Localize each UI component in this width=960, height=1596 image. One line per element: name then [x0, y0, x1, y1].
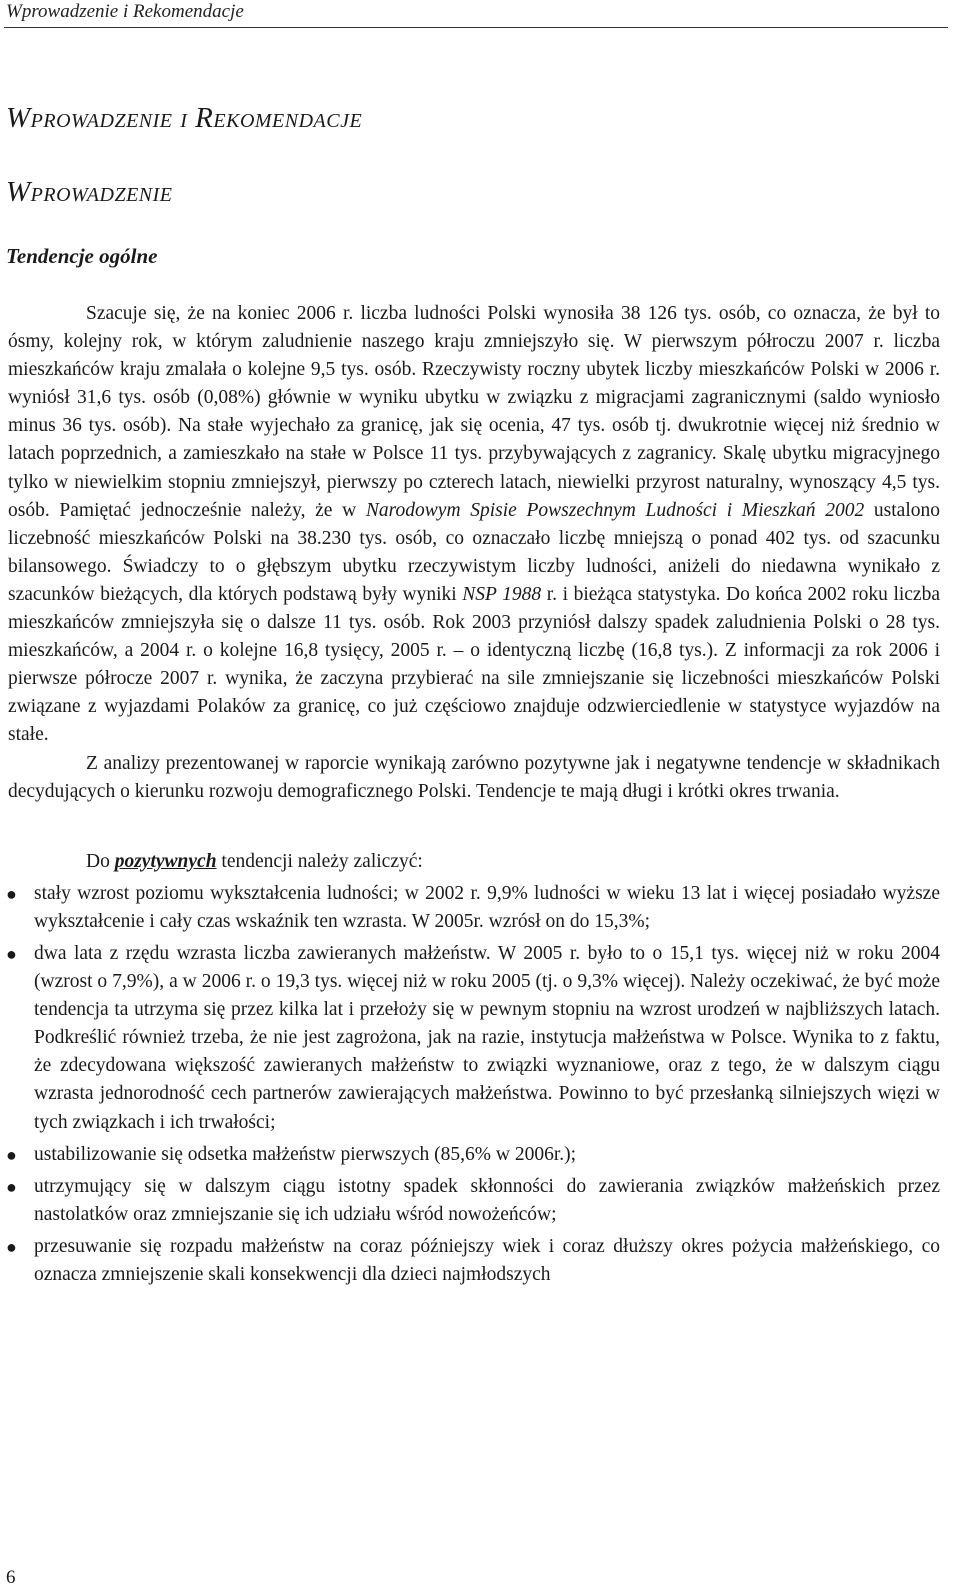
body-text — [8, 300, 940, 1289]
paragraph-analysis: Z analizy prezentowanej w raporcie wynikają zarówno pozytywne jak i negatywne tendencje w składnikach decydujących o kierunku rozwoju demograficznego Polski. Tendencje te mają długi i krótki okres trwania. — [8, 752, 940, 802]
list-item-text: ustabilizowanie się odsetka małżeństw pierwszych (85,6% w 2006r.); — [34, 1143, 577, 1165]
bullet-icon: ● — [6, 1144, 17, 1165]
paragraph-text: r. i bieżąca statystyka. Do końca 2002 roku liczba mieszkańców zmniejszyła się o dalsze 11 tys. osób. Rok 2003 przyniósł dalszy spadek zaludnienia Polski o 28 tys. mieszkańców, a 2004 r. o kolejne 16,8 tysięcy, 2005 r. – o identyczną liczbę (16,8 tys.). Z informacji za rok 2006 i pierwsze półrocze 2007 r. wynika, że zaczyna przybierać na sile zmniejszanie się liczebności mieszkańców Polski związane z wyjazdami Polaków za granicę, co już częściowo znajduje odzwierciedlenie w statystyce wyjazdów na stałe. — [8, 583, 940, 746]
paragraph-population-trends — [8, 300, 940, 750]
list-item — [8, 1173, 940, 1229]
list-item — [8, 940, 940, 1137]
list-item — [8, 1141, 940, 1169]
list-item-text: dwa lata z rzędu wzrasta liczba zawieranych małżeństw. W 2005 r. było to o 15,1 tys. więcej niż w roku 2004 (wzrost o 7,9%), a w 2006 r. o 19,3 tys. więcej niż w roku 2005 (tj. o 9,3% więcej). Należy oczekiwać, że być może tendencja ta utrzyma się przez kilka lat i przełoży się w pewnym stopniu na wzrost urodzeń w najbliższych latach. Podkreślić również trzeba, że nie jest zagrożona, jak na razie, instytucja małżeństwa w Polsce. Wynika to z faktu, że zdecydowana większość zawieranych małżeństw to związki wyznaniowe, oraz z tego, że w dalszym ciągu wzrasta jednorodność cech partnerów zawierających małżeństwa. Powinno to być przesłanką silniejszych więzi w tych związkach i ich trwałości; — [34, 942, 940, 1133]
list-item-text: przesuwanie się rozpadu małżeństw na coraz późniejszy wiek i coraz dłuższy okres pożycia małżeńskiego, co oznacza zmniejszenie skali konsekwencji dla dzieci najmłodszych — [34, 1235, 940, 1285]
list-item — [8, 880, 940, 936]
list-item-text: utrzymujący się w dalszym ciągu istotny spadek skłonności do zawierania związków małżeńskich przez nastolatków oraz zmniejszanie się ich udziału wśród nowożeńców; — [34, 1175, 940, 1225]
page-number: 6 — [6, 1567, 16, 1588]
intro-text: Do — [86, 850, 115, 872]
subsection-heading: Tendencje ogólne — [6, 244, 158, 268]
bullet-icon: ● — [6, 1176, 17, 1197]
positive-trends-list — [8, 880, 940, 1289]
bullet-icon: ● — [6, 883, 17, 904]
header-divider — [4, 27, 948, 28]
intro-emphasis: pozytywnych — [114, 850, 217, 872]
paragraph-text: Szacuje się, że na koniec 2006 r. liczba ludności Polski wynosiła 38 126 tys. osób, co oznacza, że był to ósmy, kolejny rok, w którym zaludnienie naszego kraju zmniejszyło się. W pierwszym półroczu 2007 r. liczba mieszkańców kraju zmalała o kolejne 9,5 tys. osób. Rzeczywisty roczny ubytek liczby mieszkańców Polski w 2006 r. wyniósł 31,6 tys. osób (0,08%) głównie w wyniku ubytku w związku z migracjami zagranicznymi (saldo wyniosło minus 36 tys. osób). Na stałe wyjechało za granicę, jak się ocenia, 47 tys. osób tj. dwukrotnie więcej niż średnio w latach poprzednich, a zamieszkało na stałe w Polsce 11 tys. przybywających z zagranicy. Skalę ubytku migracyjnego tylko w niewielkim stopniu zmniejszył, pierwszy po czterech latach, niewielki przyrost naturalny, wynoszący 4,5 tys. osób. Pamiętać jednocześnie należy, że w — [8, 303, 940, 521]
census-title: Narodowym Spisie Powszechnym Ludności i Mieszkań 2002 — [365, 499, 865, 521]
section-heading: Wprowadzenie — [6, 176, 173, 208]
bullet-icon: ● — [6, 943, 17, 964]
paragraph-text: ustalono liczebność mieszkańców Polski na 38.230 tys. osób, co oznaczało liczbę mniejszą o ponad 402 tys. od szacunku bilansowego. Świadczy to o głębszym ubytku rzeczywistym liczby ludności, aniżeli do niedawna wynikało z szacunków bieżących, dla których podstawą były wyniki — [8, 499, 940, 605]
list-item-text: stały wzrost poziomu wykształcenia ludności; w 2002 r. 9,9% ludności w wieku 13 lat i więcej posiadało wyższe wykształcenie i cały czas wskaźnik ten wzrasta. W 2005r. wzrósł on do 15,3%; — [34, 882, 940, 932]
list-item — [8, 1233, 940, 1289]
positive-trends-intro — [8, 848, 940, 876]
intro-text: tendencji należy zaliczyć: — [216, 850, 423, 872]
bullet-icon: ● — [6, 1236, 17, 1257]
running-header: Wprowadzenie i Rekomendacje — [6, 1, 244, 22]
main-heading: Wprowadzenie i Rekomendacje — [6, 102, 363, 134]
census-abbreviation: NSP 1988 — [462, 583, 542, 605]
